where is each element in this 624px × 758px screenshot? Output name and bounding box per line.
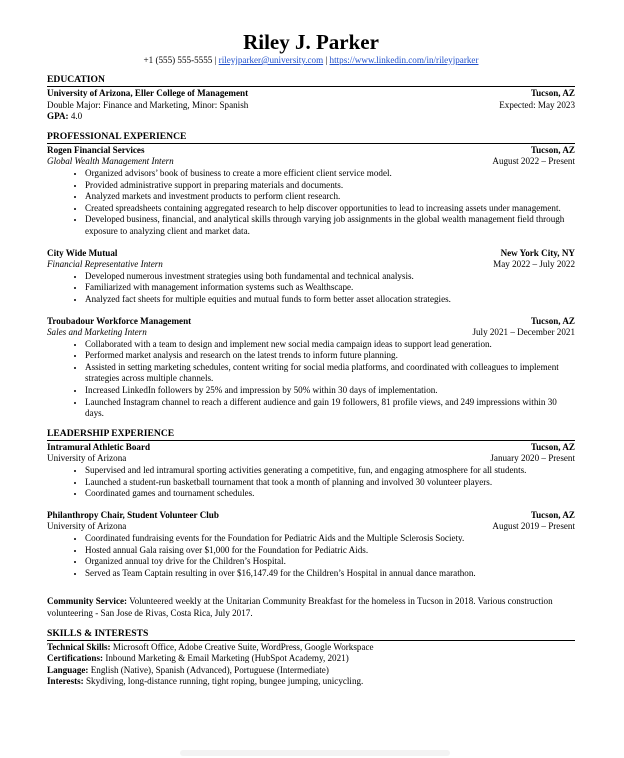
job-bullets xyxy=(47,339,575,420)
skills-line xyxy=(47,642,575,654)
bullet: • Hosted annual Gala raising over $1,000 for the Foundation for Pediatric Aids. xyxy=(85,545,575,557)
degree-row xyxy=(47,100,575,112)
viewer-scroll-shadow xyxy=(180,750,450,756)
gpa-label: GPA: xyxy=(47,111,69,122)
skills-label: Certifications: xyxy=(47,653,104,664)
bullet: • Launched Instagram channel to reach a different audience and gain 19 followers, 81 profile views, and 249 impressions within 30 days. xyxy=(85,397,575,420)
skills-line xyxy=(47,676,575,688)
degree: Double Major: Finance and Marketing, Minor: Spanish xyxy=(47,99,249,110)
bullet: • Served as Team Captain resulting in over $16,147.49 for the Children’s Hospital in annual dance marathon. xyxy=(85,568,575,580)
bullet: • Organized annual toy drive for the Children’s Hospital. xyxy=(85,556,575,568)
bullet: • Developed business, financial, and analytical skills through varying job assignments in the global wealth management field through exposure to analyzing client and market data. xyxy=(85,214,575,237)
job-dates: May 2022 – July 2022 xyxy=(493,259,575,270)
job-org: Troubadour Workforce Management xyxy=(47,315,192,326)
bullet: • Performed market analysis and research on the latest trends to inform future planning. xyxy=(85,350,575,362)
phone-number: +1 (555) 555-5555 xyxy=(143,55,213,65)
job-title-row xyxy=(47,156,575,168)
separator: | xyxy=(323,55,330,65)
bullet: • Collaborated with a team to design and implement new social media campaign ideas to support lead generation. xyxy=(85,339,575,351)
bullet: • Supervised and led intramural sporting activities generating a competitive, fun, and engaging atmosphere for all students. xyxy=(85,465,575,477)
job-entry xyxy=(47,248,575,306)
job-entry xyxy=(47,145,575,238)
job-header-row xyxy=(47,145,575,157)
job-entry xyxy=(47,316,575,420)
linkedin-link[interactable]: https://www.linkedin.com/in/rileyjparker xyxy=(329,55,479,65)
resume-content xyxy=(47,30,575,688)
job-org: City Wide Mutual xyxy=(47,247,118,258)
job-bullets xyxy=(47,168,575,238)
community-label: Community Service: xyxy=(47,596,128,607)
skills-label: Language: xyxy=(47,664,89,675)
bullet: • Provided administrative support in preparing materials and documents. xyxy=(85,180,575,192)
skills-text: Skydiving, long-distance running, tight roping, bungee jumping, unicycling. xyxy=(83,676,364,687)
job-title: Sales and Marketing Intern xyxy=(47,327,147,338)
education-row xyxy=(47,88,575,100)
role-dates: January 2020 – Present xyxy=(490,453,575,464)
job-location: Tucson, AZ xyxy=(530,144,575,155)
leadership-entry xyxy=(47,442,575,500)
school-name: University of Arizona, Eller College of Management xyxy=(47,88,249,98)
section-heading-skills: SKILLS & INTERESTS xyxy=(47,628,575,641)
section-heading-education: EDUCATION xyxy=(47,74,575,87)
gpa-line xyxy=(47,111,575,123)
graduation-date: Expected: May 2023 xyxy=(499,99,575,110)
job-dates: July 2021 – December 2021 xyxy=(472,327,575,338)
leadership-section xyxy=(47,428,575,620)
job-title-row xyxy=(47,259,575,271)
job-bullets xyxy=(47,271,575,306)
role-sub: University of Arizona xyxy=(47,521,127,532)
job-title: Financial Representative Intern xyxy=(47,259,163,270)
job-header-row xyxy=(47,316,575,328)
bullet: • Created spreadsheets containing aggregated research to help discover opportunities to lead to increasing assets under management. xyxy=(85,203,575,215)
section-heading-leadership: LEADERSHIP EXPERIENCE xyxy=(47,428,575,441)
bullet: • Increased LinkedIn followers by 25% and impression by 50% within 30 days of implementation. xyxy=(85,385,575,397)
role-location: Tucson, AZ xyxy=(530,441,575,452)
community-service xyxy=(47,596,575,619)
job-org: Rogen Financial Services xyxy=(47,144,145,155)
role-sub: University of Arizona xyxy=(47,453,127,464)
job-title-row xyxy=(47,327,575,339)
bullet: • Analyzed markets and investment products to perform client research. xyxy=(85,191,575,203)
leadership-entry xyxy=(47,510,575,580)
bullet: • Coordinated fundraising events for the Foundation for Pediatric Aids and the Multiple Sclerosis Society. xyxy=(85,533,575,545)
email-link[interactable]: rileyjparker@university.com xyxy=(218,55,324,65)
education-section xyxy=(47,74,575,123)
skills-line xyxy=(47,653,575,665)
job-location: Tucson, AZ xyxy=(530,315,575,326)
role-location: Tucson, AZ xyxy=(530,509,575,520)
separator: | xyxy=(212,55,219,65)
role-header-row xyxy=(47,442,575,454)
school-location: Tucson, AZ xyxy=(530,88,575,98)
bullet: • Assisted in setting marketing schedules, content writing for social media platforms, and coordinated with colleagues to implement strategies across multiple channels. xyxy=(85,362,575,385)
job-title: Global Wealth Management Intern xyxy=(47,156,174,167)
job-header-row xyxy=(47,248,575,260)
section-heading-experience: PROFESSIONAL EXPERIENCE xyxy=(47,131,575,144)
skills-text: Microsoft Office, Adobe Creative Suite, WordPress, Google Workspace xyxy=(110,641,374,652)
skills-text: English (Native), Spanish (Advanced), Portuguese (Intermediate) xyxy=(88,664,329,675)
skills-label: Interests: xyxy=(47,676,84,687)
bullet: • Analyzed fact sheets for multiple equities and mutual funds to form better asset allocation strategies. xyxy=(85,294,575,306)
skills-section xyxy=(47,628,575,688)
bullet: • Developed numerous investment strategies using both fundamental and technical analysis. xyxy=(85,271,575,283)
gpa-value: 4.0 xyxy=(68,111,83,122)
bullet: • Organized advisors’ book of business to create a more efficient client service model. xyxy=(85,168,575,180)
role-bullets xyxy=(47,533,575,579)
skills-line xyxy=(47,665,575,677)
role-header-row xyxy=(47,510,575,522)
job-dates: August 2022 – Present xyxy=(492,156,575,167)
bullet: • Familiarized with management information systems such as Wealthscape. xyxy=(85,282,575,294)
skills-label: Technical Skills: xyxy=(47,641,111,652)
role-bullets xyxy=(47,465,575,500)
bullet: • Launched a student-run basketball tournament that took a month of planning and involved 30 volunteer players. xyxy=(85,477,575,489)
community-text: Volunteered weekly at the Unitarian Community Breakfast for the homeless in Tucson in 2018. Various construction volunteering - San Jose de Rivas, Costa Rica, July 2017. xyxy=(47,596,553,618)
job-location: New York City, NY xyxy=(500,247,575,258)
skills-text: Inbound Marketing & Email Marketing (HubSpot Academy, 2021) xyxy=(103,653,349,664)
role-org: Philanthropy Chair, Student Volunteer Club xyxy=(47,509,219,520)
role-sub-row xyxy=(47,453,575,465)
role-dates: August 2019 – Present xyxy=(492,521,575,532)
experience-section xyxy=(47,131,575,420)
candidate-name: Riley J. Parker xyxy=(243,30,379,54)
contact-line xyxy=(47,54,575,66)
bullet: • Coordinated games and tournament schedules. xyxy=(85,488,575,500)
role-sub-row xyxy=(47,521,575,533)
role-org: Intramural Athletic Board xyxy=(47,441,151,452)
